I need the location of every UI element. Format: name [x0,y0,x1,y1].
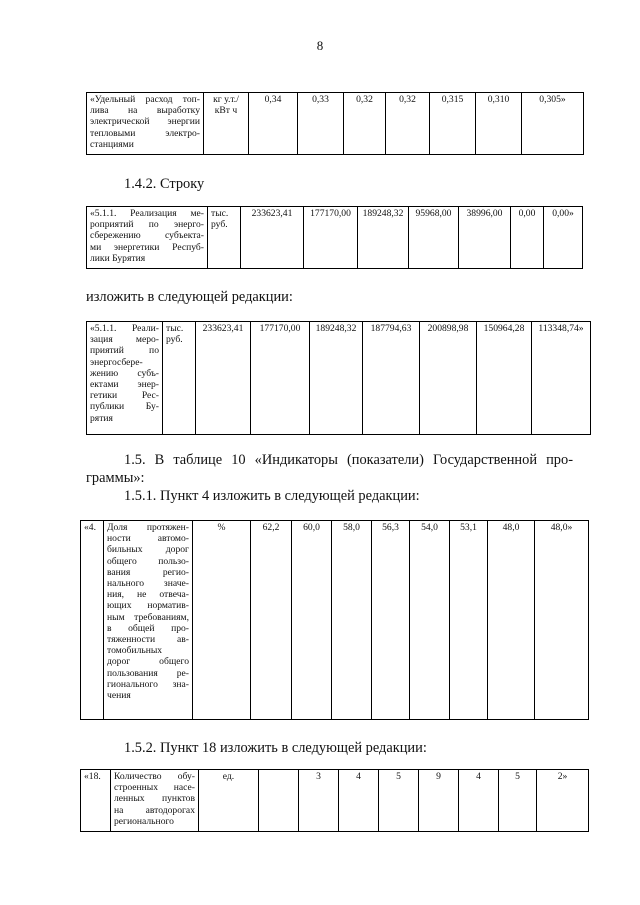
value-cell: 0,315 [430,93,476,155]
value-cell: 56,3 [372,521,410,720]
value-cell: 62,2 [251,521,292,720]
row-name-line: ленных пунктов [114,793,195,805]
heading-1-4-2: 1.4.2. Строку [124,176,205,192]
value-cell: 0,310 [476,93,522,155]
row-name-line: дорог общего [107,656,189,668]
row-name-line: нального значе- [107,578,189,590]
value-cell: 0,33 [298,93,344,155]
table-indicator-4 [80,520,589,720]
value-cell: 48,0» [535,521,589,720]
value-cell: 0,32 [386,93,430,155]
row-name-line: приятий по [90,345,159,357]
value-cell: 3 [299,770,339,832]
replace-instruction: изложить в следующей редакции: [86,289,293,305]
table-fuel-consumption [86,92,584,155]
unit-cell [208,207,241,269]
row-name-cell [87,207,208,269]
paragraph-1-5-2: 1.5.2. Пункт 18 изложить в следующей редакции: [124,740,427,756]
value-cell: 187794,63 [363,322,420,435]
row-name-line: ющих норматив- [107,600,189,612]
row-name-line: пользования ре- [107,667,189,679]
row-name-line: энергосбере- [90,356,143,368]
item-number-cell: «4. [81,521,104,720]
unit-line: руб. [166,334,183,346]
value-cell: 48,0 [488,521,535,720]
value-cell: 53,1 [450,521,488,720]
row-name-cell [87,322,163,435]
row-name-line: сбережению субъекта- [90,230,204,242]
row-name-line: на автодорогах [114,804,195,816]
value-cell: 0,00 [511,207,544,269]
row-name-cell [87,93,204,155]
item-number-cell: «18. [81,770,111,832]
unit-cell [204,93,249,155]
value-cell: 200898,98 [420,322,477,435]
value-cell: 0,34 [249,93,298,155]
row-name-line: томобильных [107,645,163,657]
row-name-line: гионального зна- [107,678,189,690]
row-name-line: роприятий по энерго- [90,219,204,231]
value-cell: 233623,41 [196,322,251,435]
unit-line: тыс. [166,323,184,334]
unit-line: руб. [211,219,228,231]
unit-line: кг у.т./ [213,94,239,105]
table-row [81,770,589,832]
row-name-line: ектами энер- [90,379,159,391]
row-name-line: строенных насе- [114,782,195,794]
unit-cell: ед. [199,770,259,832]
row-name-line: лики Бурятия [90,252,146,264]
row-name-line: тепловыми электро- [90,127,200,139]
value-cell: 233623,41 [241,207,304,269]
table-row [87,93,584,155]
paragraph-1-5-line1: 1.5. В таблице 10 «Индикаторы (показатели) Государственной про- [124,452,573,468]
row-name-line: регионального [114,815,174,827]
row-name-line: Количество обу- [114,771,195,782]
table-new-row [86,321,591,435]
row-name-line: ности автомо- [107,533,189,545]
table-row [87,207,583,269]
unit-line: тыс. [211,208,229,219]
value-cell: 38996,00 [459,207,511,269]
row-name-line: в общей про- [107,622,189,634]
row-name-line: ным требованиям, [107,611,189,623]
row-name-line: ния, не отвеча- [107,589,189,601]
row-name-line: Доля протяжен- [107,522,189,533]
value-cell: 177170,00 [304,207,358,269]
value-cell [259,770,299,832]
unit-cell: % [193,521,251,720]
value-cell: 0,00» [544,207,583,269]
row-name-line: рятия [90,412,113,424]
row-name-line: «5.1.1. Реализация ме- [90,208,204,219]
value-cell: 4 [339,770,379,832]
row-name-line: гетики Рес- [90,390,159,402]
table-old-row [86,206,583,269]
row-name-cell [111,770,199,832]
value-cell: 60,0 [292,521,332,720]
row-name-cell [104,521,193,720]
row-name-line: станциями [90,138,134,150]
row-name-line: тяженности ав- [107,634,189,646]
value-cell: 54,0 [410,521,450,720]
paragraph-1-5-line2: граммы»: [86,470,145,486]
value-cell: 9 [419,770,459,832]
value-cell: 189248,32 [310,322,363,435]
row-name-line: публики Бу- [90,401,159,413]
value-cell: 95968,00 [409,207,459,269]
row-name-line: лива на выработку [90,105,200,117]
row-name-line: ми энергетики Респуб- [90,241,204,253]
value-cell: 58,0 [332,521,372,720]
row-name-line: общего пользо- [107,555,189,567]
page-number: 8 [316,38,324,53]
table-row [87,322,591,435]
value-cell: 5 [499,770,537,832]
value-cell: 4 [459,770,499,832]
row-name-line: вания регио- [107,566,189,578]
row-name-line: чения [107,690,131,702]
row-name-line: жению субъ- [90,367,159,379]
row-name-line: бильных дорог [107,544,189,556]
row-name-line: электрической энергии [90,116,200,128]
unit-cell [163,322,196,435]
value-cell: 2» [537,770,589,832]
value-cell: 150964,28 [477,322,532,435]
row-name-line: «Удельный расход топ- [90,94,200,105]
row-name-line: зация меро- [90,334,159,346]
value-cell: 5 [379,770,419,832]
row-name-line: «5.1.1. Реали- [90,323,159,334]
value-cell: 0,32 [344,93,386,155]
paragraph-1-5-1: 1.5.1. Пункт 4 изложить в следующей редакции: [124,488,420,504]
value-cell: 0,305» [522,93,584,155]
unit-line: кВт ч [214,105,238,117]
value-cell: 177170,00 [251,322,310,435]
value-cell: 113348,74» [532,322,591,435]
table-row [81,521,589,720]
table-indicator-18 [80,769,589,832]
value-cell: 189248,32 [358,207,409,269]
